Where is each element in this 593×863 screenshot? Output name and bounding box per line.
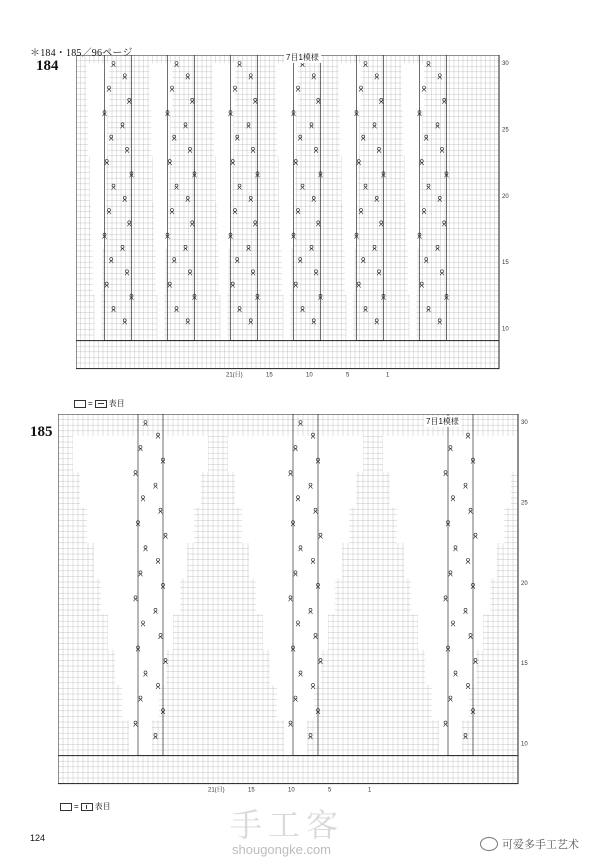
stitch-label: 1 — [368, 787, 372, 794]
legend-purl-symbol — [95, 400, 107, 408]
knitting-chart-184 — [76, 55, 516, 393]
pattern-reference: ＊184・185／96ページ — [30, 48, 133, 59]
row-label: 10 — [521, 741, 528, 748]
page-number: 124 — [30, 833, 46, 843]
row-label: 30 — [521, 420, 528, 426]
row-labels — [521, 420, 528, 748]
chart-184-legend: = 表目 — [74, 398, 125, 409]
stitch-label: 15 — [248, 787, 255, 794]
legend-knit-symbol — [81, 803, 93, 811]
stitch-label: 21(目) — [226, 372, 243, 379]
chart-184-number: 184 — [36, 58, 59, 74]
row-label: 25 — [502, 127, 509, 134]
watermark-brand: 可爱多手工艺术 — [480, 836, 579, 852]
stitch-label: 15 — [266, 372, 273, 379]
stitch-labels — [226, 371, 390, 379]
stitch-label: 5 — [328, 787, 332, 794]
chart-184-repeat-label: 7目1模様 — [286, 53, 319, 62]
row-label: 15 — [502, 260, 509, 267]
chart-185-repeat-label: 7目1模様 — [426, 417, 459, 426]
rib-shapes — [87, 55, 449, 341]
watermark-url: shougongke.com — [232, 842, 332, 857]
chart-185-number: 185 — [30, 424, 53, 440]
chart-185-legend: = 表目 — [60, 801, 111, 812]
watermark-title: 手工客 — [230, 806, 345, 844]
stitch-label: 10 — [288, 787, 295, 794]
legend-text: 表目 — [108, 399, 125, 408]
row-label: 10 — [502, 326, 509, 333]
stitch-label: 21(目) — [208, 787, 225, 794]
legend-text: 表目 — [94, 802, 111, 811]
knitting-chart-185 — [58, 414, 538, 804]
legend-empty-box — [60, 803, 72, 811]
row-labels — [502, 61, 509, 333]
row-label: 20 — [521, 580, 528, 587]
row-label: 25 — [521, 500, 528, 507]
row-label: 15 — [521, 661, 528, 668]
rib-shapes — [73, 414, 518, 756]
stitch-label: 5 — [346, 372, 350, 379]
stitch-label: 1 — [386, 372, 390, 379]
stitch-label: 10 — [306, 372, 313, 379]
wechat-icon — [480, 837, 498, 851]
row-label: 20 — [502, 193, 509, 200]
stitch-labels — [208, 786, 372, 794]
legend-empty-box — [74, 400, 86, 408]
row-label: 30 — [502, 61, 509, 67]
